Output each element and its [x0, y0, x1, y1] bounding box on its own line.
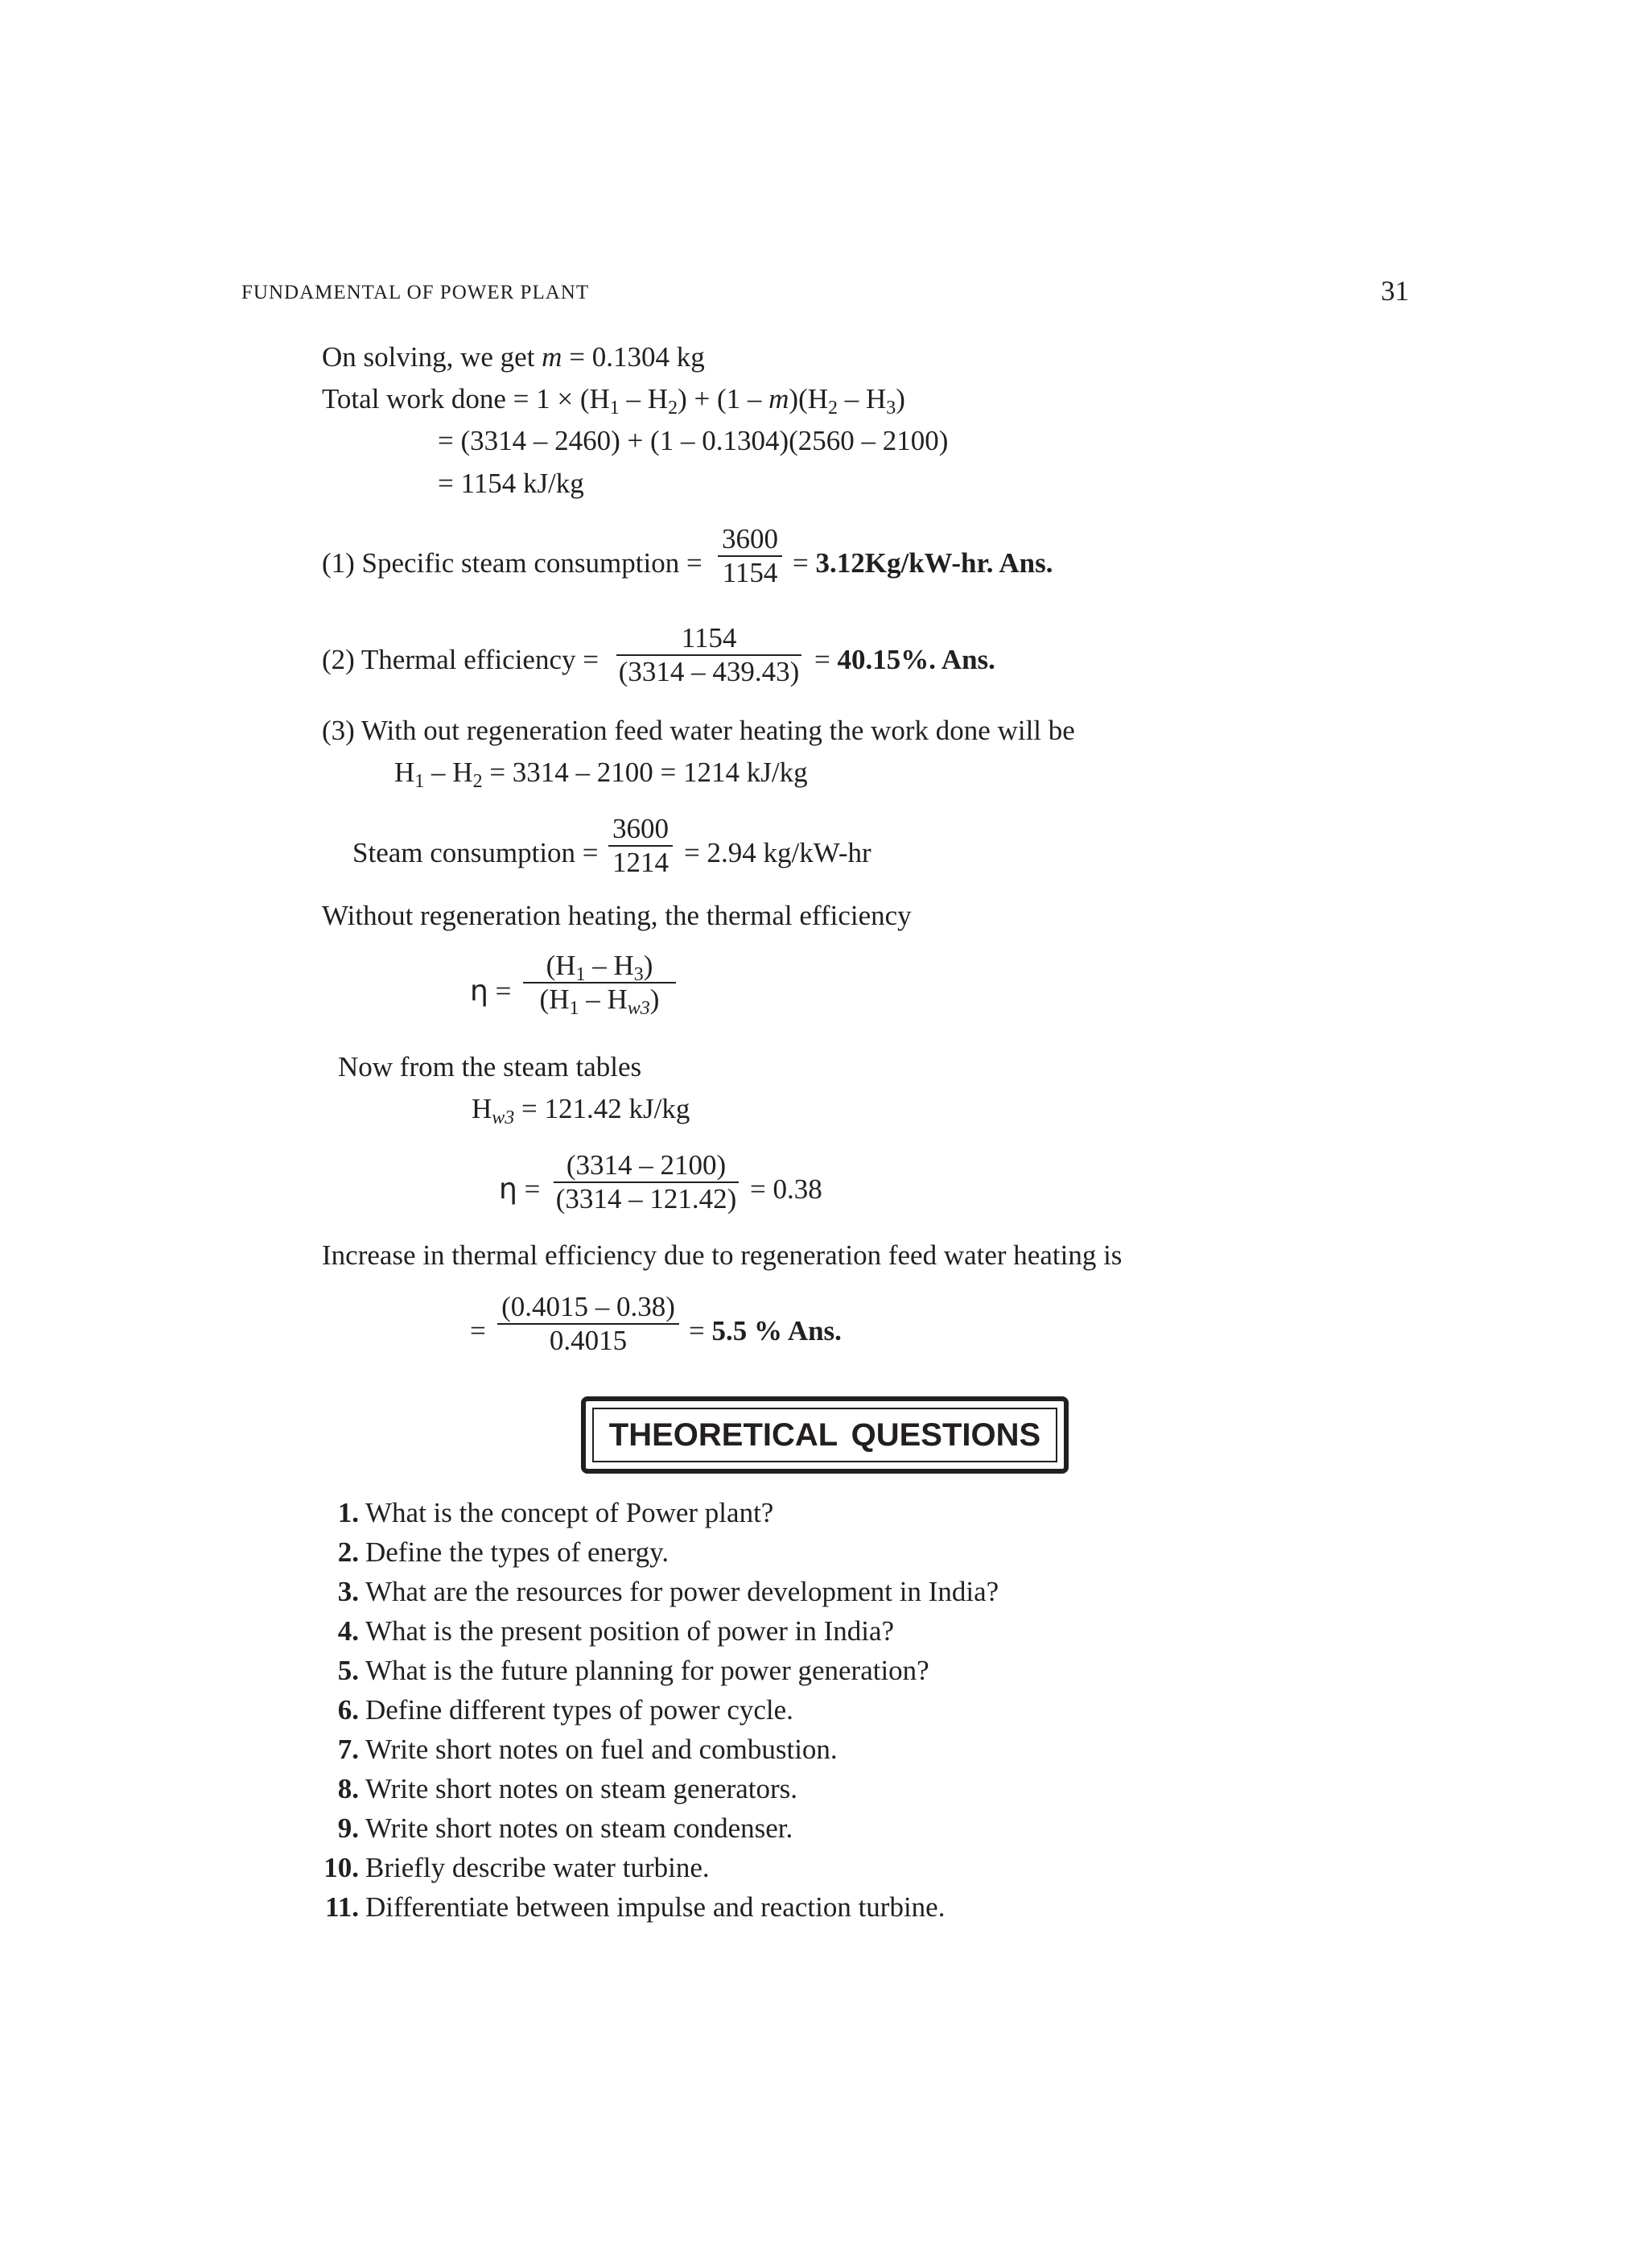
eta-formula-fraction	[523, 950, 676, 1019]
hw3-value: $H_{w3} = 121.42$ kJ/kg	[472, 1093, 690, 1128]
te-answer: = 40.15%. Ans.	[814, 644, 995, 675]
h1-h2-line: $H_1 - H_2 = 3314 - 2100 = 1214$ kJ/kg	[394, 757, 808, 792]
ssc-numerator: 3600	[722, 523, 778, 555]
eta-symbol-2: η =	[499, 1173, 541, 1206]
increase-answer: = 5.5 % Ans.	[689, 1315, 842, 1346]
increase-fraction	[497, 1291, 679, 1357]
te-denominator: (3314 – 439.43)	[618, 656, 800, 687]
questions-heading: THEORETICAL QUESTIONS	[592, 1408, 1057, 1462]
increase-denominator: 0.4015	[549, 1325, 628, 1356]
te-fraction	[616, 622, 801, 688]
page-number: 31	[1381, 275, 1409, 307]
solution-line-m: On solving, we get m = 0.1304 kg	[322, 341, 705, 373]
eta-value-numerator: (3314 – 2100)	[566, 1149, 727, 1181]
without-regeneration-text: (3) With out regeneration feed water heating the work done will be	[322, 715, 1075, 746]
steam-tables-text: Now from the steam tables	[338, 1051, 642, 1082]
sc-result: = 2.94 kg/kW-hr	[684, 837, 871, 868]
eta-formula-numerator: $(H_1 - H_3)$	[546, 950, 653, 985]
sc-label: Steam consumption =	[352, 837, 599, 868]
eta-symbol-1: η =	[470, 975, 512, 1008]
eta-value-denominator: (3314 – 121.42)	[555, 1183, 737, 1214]
increase-text: Increase in thermal efficiency due to regeneration feed water heating is	[322, 1239, 1123, 1271]
ssc-label: (1) Specific steam consumption =	[322, 547, 702, 579]
te-label: (2) Thermal efficiency =	[322, 644, 599, 675]
increase-equals: =	[470, 1315, 486, 1346]
te-numerator: 1154	[681, 622, 737, 654]
ssc-fraction	[718, 523, 782, 589]
eta-formula-denominator: $(H_1 - H_{w3})$	[539, 983, 660, 1019]
eta-value-fraction	[554, 1149, 739, 1215]
thermal-efficiency-intro: Without regeneration heating, the thermal efficiency	[322, 900, 912, 931]
work-substitution-line: = (3314 – 2460) + (1 – 0.1304)(2560 – 2100)	[438, 425, 949, 456]
sc-numerator: 3600	[612, 813, 669, 844]
sc-fraction	[608, 813, 673, 879]
ssc-denominator: 1154	[722, 557, 778, 588]
increase-numerator: (0.4015 – 0.38)	[501, 1291, 675, 1322]
running-header: FUNDAMENTAL OF POWER PLANT	[241, 282, 590, 303]
sc-denominator: 1214	[612, 847, 669, 878]
eta-value-result: = 0.38	[750, 1173, 822, 1205]
questions-heading-box	[581, 1396, 1069, 1474]
total-work-line: Total work done = $1 \times (H_1 - H_2) + (1 - m)(H_2 - H_3)$	[322, 383, 905, 419]
work-result-line: = 1154 kJ/kg	[438, 468, 584, 499]
ssc-answer: = 3.12Kg/kW-hr. Ans.	[793, 547, 1053, 579]
